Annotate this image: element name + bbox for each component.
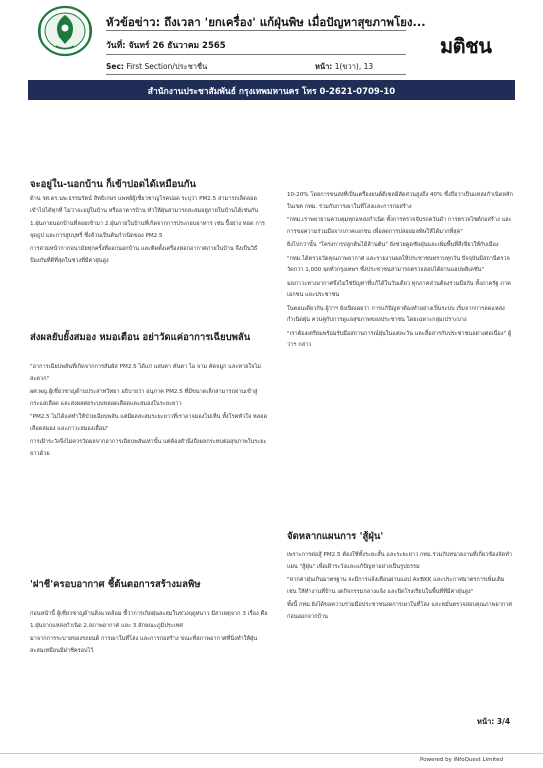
- left-paragraph-1: ด้าน รศ.ดร.นพ.ธรรมรัตน์ สิทธิเกษร แพทย์ผู้เชี่ยวชาญโรคปอด ระบุว่า PM2.5 สามารถเล็ดลอดเข้าไปได้ทุกที่ ไม่ว่าจะอยู่ในบ้าน หรืออาคารบ้าน ทำให้ฝุ่นสามารถสะสมอยู่ภายในบ้านได้เช่นกัน: [30, 196, 259, 214]
- page-label: หน้า:: [315, 62, 333, 71]
- header-divider-2: [106, 54, 406, 55]
- right-paragraph-1: 10-20% โดยการขนส่งที่เป็นเครื่องยนต์ดีเซลมีสัดส่วนสูงถึง 40% ซึ่งถือว่าเป็นแหล่งกำเนิดหลักในเขต กทม. ร่วมกับการเผาในที่โล่งและการก่อสร้าง: [287, 192, 513, 210]
- right-paragraph-4: "กทม.ได้ตรวจวัดคุณภาพอากาศ และรายงานผลให้ประชาชนทราบทุกวัน ปัจจุบันมีสถานีตรวจวัดกว่า 1,000 จุดทั่วกรุงเทพฯ ซึ่งประชาชนสามารถตรวจสอบได้ผ่านแอปพลิเคชัน": [287, 255, 510, 273]
- left-paragraph-9: มาจากการระบายของรถยนต์ การเผาในที่โล่ง และการก่อสร้าง ขณะที่สภาพอากาศที่นิ่งทำให้ฝุ่นสะสมเหมือนมีฝาชีครอบไว้: [30, 636, 258, 654]
- left-paragraph-6: "PM2.5 ไม่ได้แค่ทำให้ป่วยเฉียบพลัน แต่มีผลสะสมระยะยาวที่เราอาจมองไม่เห็น ทั้งโรคหัวใจ หลอดเลือดสมอง และภาวะสมองเสื่อม": [30, 414, 268, 432]
- headline-label: หัวข้อข่าว:: [106, 15, 161, 29]
- left-paragraph-8: ก่อนหน้านี้ ผู้เชี่ยวชาญด้านสิ่งแวดล้อม ชี้ว่าการเกิดฝุ่นสะสมในช่วงฤดูหนาว มีสาเหตุจาก 3 เรื่อง คือ 1.ฝุ่นจากแหล่งกำเนิด 2.สภาพอากาศ และ 3.ลักษณะภูมิประเทศ: [30, 611, 268, 629]
- page-number: หน้า: 3/4: [477, 717, 511, 726]
- powered-by-credit: Powered by iNfoQuest Limited: [420, 757, 504, 763]
- date-label: วันที่:: [106, 41, 126, 51]
- header-divider-1: [106, 30, 406, 31]
- section-info: [106, 61, 207, 73]
- section-value: First Section/ประชาชื่น: [126, 62, 208, 71]
- page-value: 1(ขวา), 13: [334, 62, 374, 71]
- left-paragraph-2: 1.ฝุ่นภายนอกบ้านที่ลอยเข้ามา 2.ฝุ่นภายในบ้านที่เกิดจากการประกอบอาหาร เช่น ปิ้งย่าง ทอด การจุดธูป และการสูบบุหรี่ ซึ่งล้วนเป็นต้นกำเนิดของ PM2.5: [30, 221, 265, 239]
- header-divider-3: [106, 74, 406, 75]
- left-paragraph-4: "อาการเฉียบพลันที่เกิดจากการสัมผัส PM2.5 ได้แก่ แสบตา คันตา ไอ จาม คัดจมูก และหายใจไม่สะดวก": [30, 364, 261, 382]
- bma-seal-logo: [30, 4, 100, 58]
- left-column-block-1: [30, 194, 268, 269]
- right-paragraph-7: "เราต้องเตรียมพร้อมรับมือสถานการณ์ฝุ่นในแต่ละวัน และสื่อสารกับประชาชนอย่างต่อเนื่อง" ผู้ว่าฯ กล่าว: [287, 330, 512, 348]
- right-paragraph-3: ยิ่งไปกว่านั้น "โครงการปลูกต้นไม้ล้านต้น" ยังช่วยดูดซับฝุ่นและเพิ่มพื้นที่สีเขียวให้กับเมือง: [287, 242, 499, 248]
- right-column-block-1: [287, 190, 515, 354]
- left-heading-3: 'ฝาชี'ครอบอากาศ ชี้ต้นตอการสร้างมลพิษ: [30, 579, 201, 590]
- right-paragraph-9: "หากค่าฝุ่นเกินมาตรฐาน จะมีการแจ้งเตือนผ่านแอป AirBKK และประกาศมาตรการเพิ่มเติม เช่น ให้ทำงานที่บ้าน งดกิจกรรมกลางแจ้ง และปิดโรงเรียนในพื้นที่ที่มีค่าฝุ่นสูง": [287, 577, 505, 595]
- right-paragraph-8: เพราะการต่อสู้ PM2.5 ต้องใช้ทั้งระยะสั้น และระยะยาว กทม.ร่วมกับหน่วยงานที่เกี่ยวข้องจัดทำแผน "สู้ฝุ่น" เพื่อเฝ้าระวังและแก้ปัญหาอย่างเป็นรูปธรรม: [287, 552, 512, 570]
- headline-text: ถึงเวลา 'ยกเครื่อง' แก้ฝุ่นพิษ เมื่อปัญหาสุขภาพโยง...: [164, 15, 426, 29]
- right-heading-1: จัดหลากแผนการ 'สู้ฝุ่น': [287, 531, 384, 542]
- left-heading-1: จะอยู่ใน-นอกบ้าน ก็เข้าปอดได้เหมือนกัน: [30, 179, 197, 190]
- footer-divider: [0, 753, 543, 754]
- right-paragraph-5: มลภาวะทางอากาศจึงไม่ใช่ปัญหาที่แก้ได้ในวันเดียว ทุกภาคส่วนต้องร่วมมือกัน ทั้งภาครัฐ ภาคเอกชน และประชาชน: [287, 280, 511, 298]
- section-label: Sec:: [106, 62, 124, 71]
- right-paragraph-2: "กทม.เราพยายามควบคุมทุกแหล่งกำเนิด ทั้งการตรวจจับรถควันดำ การตรวจไซต์ก่อสร้าง และการขอความร่วมมือจากภาคเอกชน เพื่อลดการปล่อยมลพิษให้ได้มากที่สุด": [287, 217, 512, 235]
- left-column-block-2: [30, 362, 268, 462]
- page-info: [315, 61, 373, 73]
- left-paragraph-3: การสวมหน้ากากอนามัยทุกครั้งที่ออกนอกบ้าน และติดตั้งเครื่องฟอกอากาศภายในบ้าน จึงเป็นวิธีป้องกันที่ดีที่สุดในช่วงที่มีค่าฝุ่นสูง: [30, 246, 258, 264]
- left-column-block-3: [30, 609, 268, 659]
- left-paragraph-5: ผศ.พญ.ผู้เชี่ยวชาญด้านประสาทวิทยา อธิบายว่า อนุภาค PM2.5 ที่มีขนาดเล็กสามารถผ่านเข้าสู่กระแสเลือด และส่งผลต่อระบบหลอดเลือดและสมองในระยะยาว: [30, 389, 258, 407]
- left-heading-2: ส่งผลยับยั้งสมอง หมอเตือน อย่าวัดแค่อาการเฉียบพลัน: [30, 332, 251, 343]
- publication-brand: มติชน: [440, 34, 492, 58]
- right-column-block-2: [287, 550, 515, 625]
- date-value: จันทร์ 26 ธันวาคม 2565: [128, 41, 226, 51]
- right-paragraph-10: ทั้งนี้ กทม.ยังได้ขอความร่วมมือประชาชนงดการเผาในที่โล่ง และหมั่นตรวจสอบคุณภาพอากาศก่อนออกจากบ้าน: [287, 602, 512, 620]
- contact-banner: [28, 80, 515, 100]
- right-paragraph-6: ในตอนเดียวกัน ผู้ว่าฯ ยังเปิดเผยว่า การแก้ปัญหาต้องทำอย่างเป็นระบบ เริ่มจากการลดแหล่งกำเนิดฝุ่น ควบคู่กับการดูแลสุขภาพของประชาชน โดยเฉพาะกลุ่มเปราะบาง: [287, 305, 505, 323]
- publish-date: [106, 38, 226, 52]
- left-paragraph-7: การเฝ้าระวังจึงไม่ควรวัดผลจากอาการเฉียบพลันเท่านั้น แต่ต้องคำนึงถึงผลกระทบต่อสุขภาพในระยะยาวด้วย: [30, 439, 267, 457]
- contact-banner-text: สำนักงานประชาสัมพันธ์ กรุงเทพมหานคร โทร 0-2621-0709-10: [147, 87, 396, 97]
